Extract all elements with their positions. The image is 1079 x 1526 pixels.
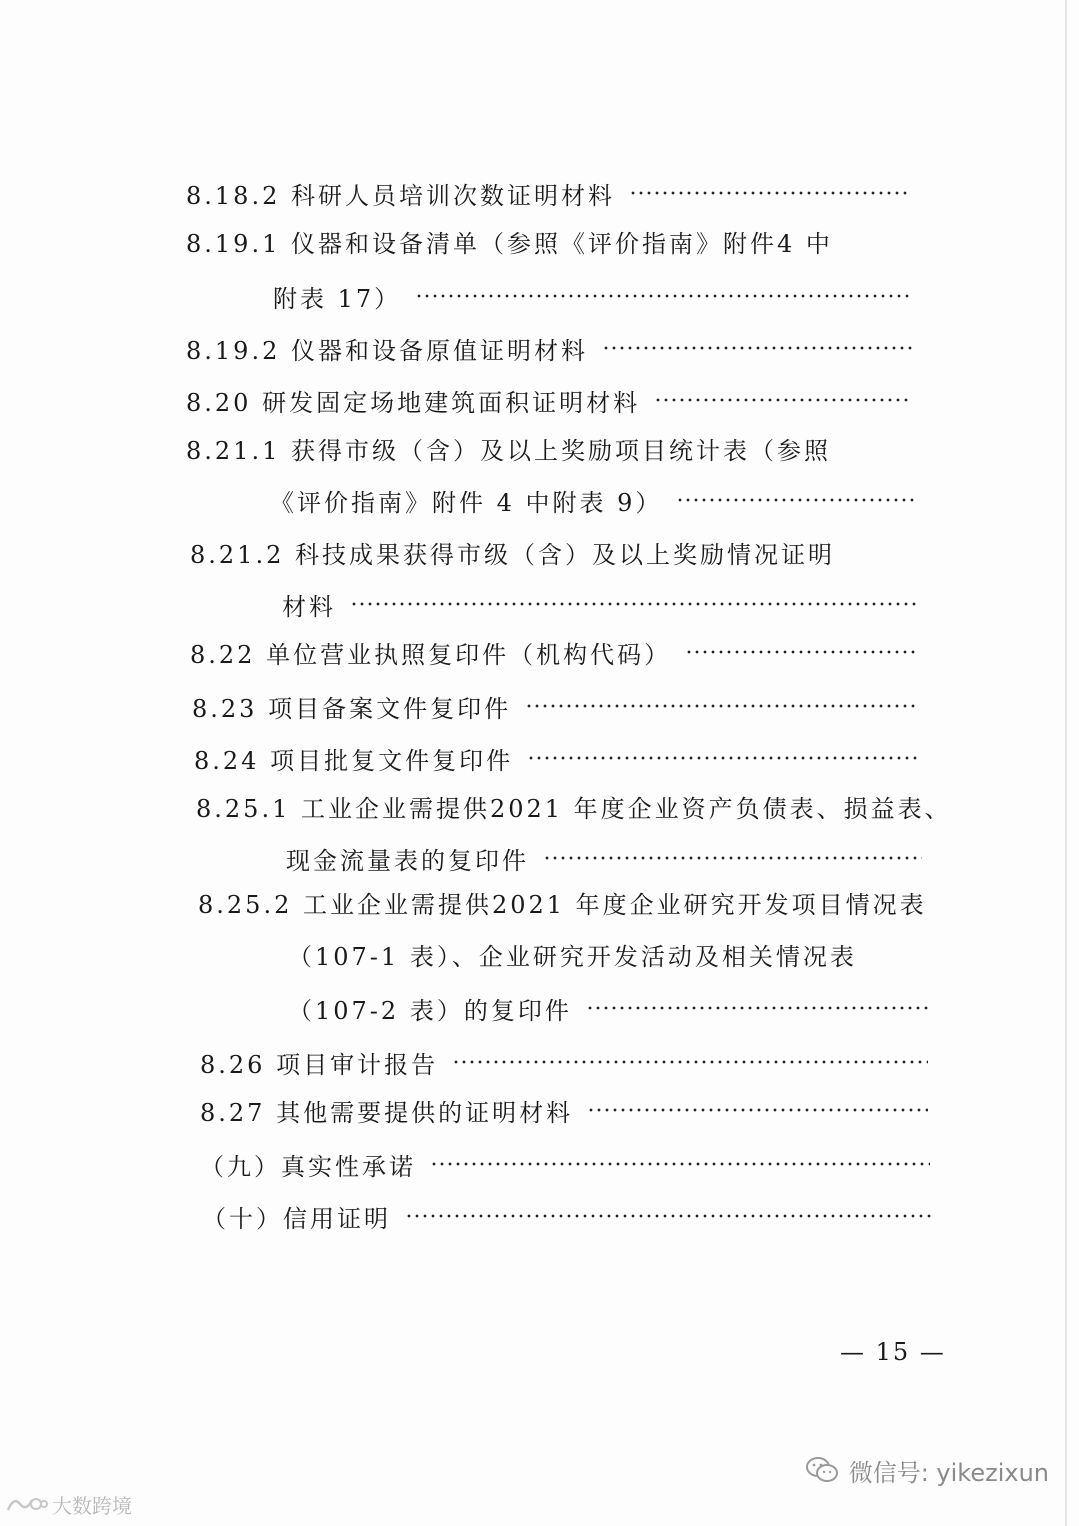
toc-entry-text: （九）真实性承诺: [200, 1152, 416, 1181]
page-edge-shadow: [1065, 0, 1067, 1526]
toc-entry: [190, 632, 918, 672]
toc-leader-dots: [685, 650, 918, 654]
toc-entry: [186, 328, 912, 368]
toc-leader-dots: [527, 756, 920, 760]
toc-entry-continuation: [273, 276, 910, 316]
toc-entry-text: 8.19.1 仪器和设备清单（参照《评价指南》附件4 中: [186, 229, 833, 258]
toc-entry-text: 8.27 其他需要提供的证明材料: [200, 1098, 574, 1127]
toc-entry-text: 8.25.1 工业企业需提供2021 年度企业资产负债表、损益表、: [196, 794, 952, 823]
toc-leader-dots: [430, 1162, 930, 1166]
toc-entry-text: 8.21.2 科技成果获得市级（含）及以上奖励情况证明: [190, 540, 835, 569]
corner-brand-logo: [4, 1488, 132, 1520]
toc-entry-continuation: [286, 838, 922, 878]
toc-entry-text: 8.19.2 仪器和设备原值证明材料: [186, 336, 588, 365]
toc-entry-continuation: [288, 934, 926, 974]
toc-leader-dots: [350, 602, 916, 606]
toc-leader-dots: [676, 498, 914, 502]
toc-leader-dots: [602, 346, 912, 350]
toc-entry: [200, 1090, 928, 1130]
toc-leader-dots: [543, 856, 922, 860]
toc-entry-text: （107-1 表）、企业研究开发活动及相关情况表: [288, 942, 857, 971]
wechat-watermark: [805, 1450, 1049, 1490]
toc-leader-dots: [525, 704, 918, 708]
toc-entry-text: 8.20 研发固定场地建筑面积证明材料: [186, 388, 641, 417]
toc-entry: [202, 1196, 932, 1236]
toc-entry: [186, 173, 908, 213]
toc-entry-text: 8.18.2 科研人员培训次数证明材料: [186, 181, 615, 210]
toc-entry-text: 现金流量表的复印件: [286, 846, 529, 875]
toc-leader-dots: [405, 1214, 932, 1218]
toc-entry: [186, 428, 912, 468]
toc-entry-text: 8.23 项目备案文件复印件: [192, 694, 512, 723]
toc-entry-text: 材料: [282, 592, 336, 621]
toc-entry-text: 8.22 单位营业执照复印件（机构代码）: [190, 640, 672, 669]
wechat-icon: [805, 1456, 839, 1484]
toc-entry: [200, 1042, 928, 1082]
toc-entry-text: 8.26 项目审计报告: [200, 1050, 439, 1079]
corner-logo-text: 大数跨境: [52, 1493, 132, 1518]
watermark-text: 微信号: yikezixun: [848, 1458, 1049, 1487]
page-number: — 15 —: [840, 1338, 946, 1366]
toc-leader-dots: [415, 294, 910, 298]
toc-entry: [194, 738, 920, 778]
toc-entry: [190, 532, 916, 572]
toc-leader-dots: [629, 191, 908, 195]
toc-entry: [186, 221, 908, 261]
toc-leader-dots: [586, 1006, 928, 1010]
toc-entry: [198, 882, 926, 922]
toc-entry-continuation: [270, 480, 914, 520]
toc-entry: [196, 786, 952, 826]
toc-entry-text: （107-2 表）的复印件: [288, 996, 572, 1025]
toc-entry-continuation: [288, 988, 928, 1028]
toc-entry-text: （十）信用证明: [202, 1204, 391, 1233]
toc-entry-continuation: [282, 584, 916, 624]
brand-logo-icon: [4, 1492, 48, 1516]
toc-leader-dots: [654, 398, 912, 402]
toc-entry: [200, 1144, 930, 1184]
toc-leader-dots: [452, 1060, 928, 1064]
toc-entry-text: 8.24 项目批复文件复印件: [194, 746, 514, 775]
toc-entry: [192, 686, 918, 726]
toc-entry-text: 附表 17）: [273, 284, 402, 313]
toc-entry-text: 8.25.2 工业企业需提供2021 年度企业研究开发项目情况表: [198, 890, 927, 919]
toc-entry-text: 8.21.1 获得市级（含）及以上奖励项目统计表（参照: [186, 436, 831, 465]
toc-entry-text: 《评价指南》附件 4 中附表 9）: [270, 488, 663, 517]
toc-leader-dots: [587, 1108, 928, 1112]
toc-entry: [186, 380, 912, 420]
